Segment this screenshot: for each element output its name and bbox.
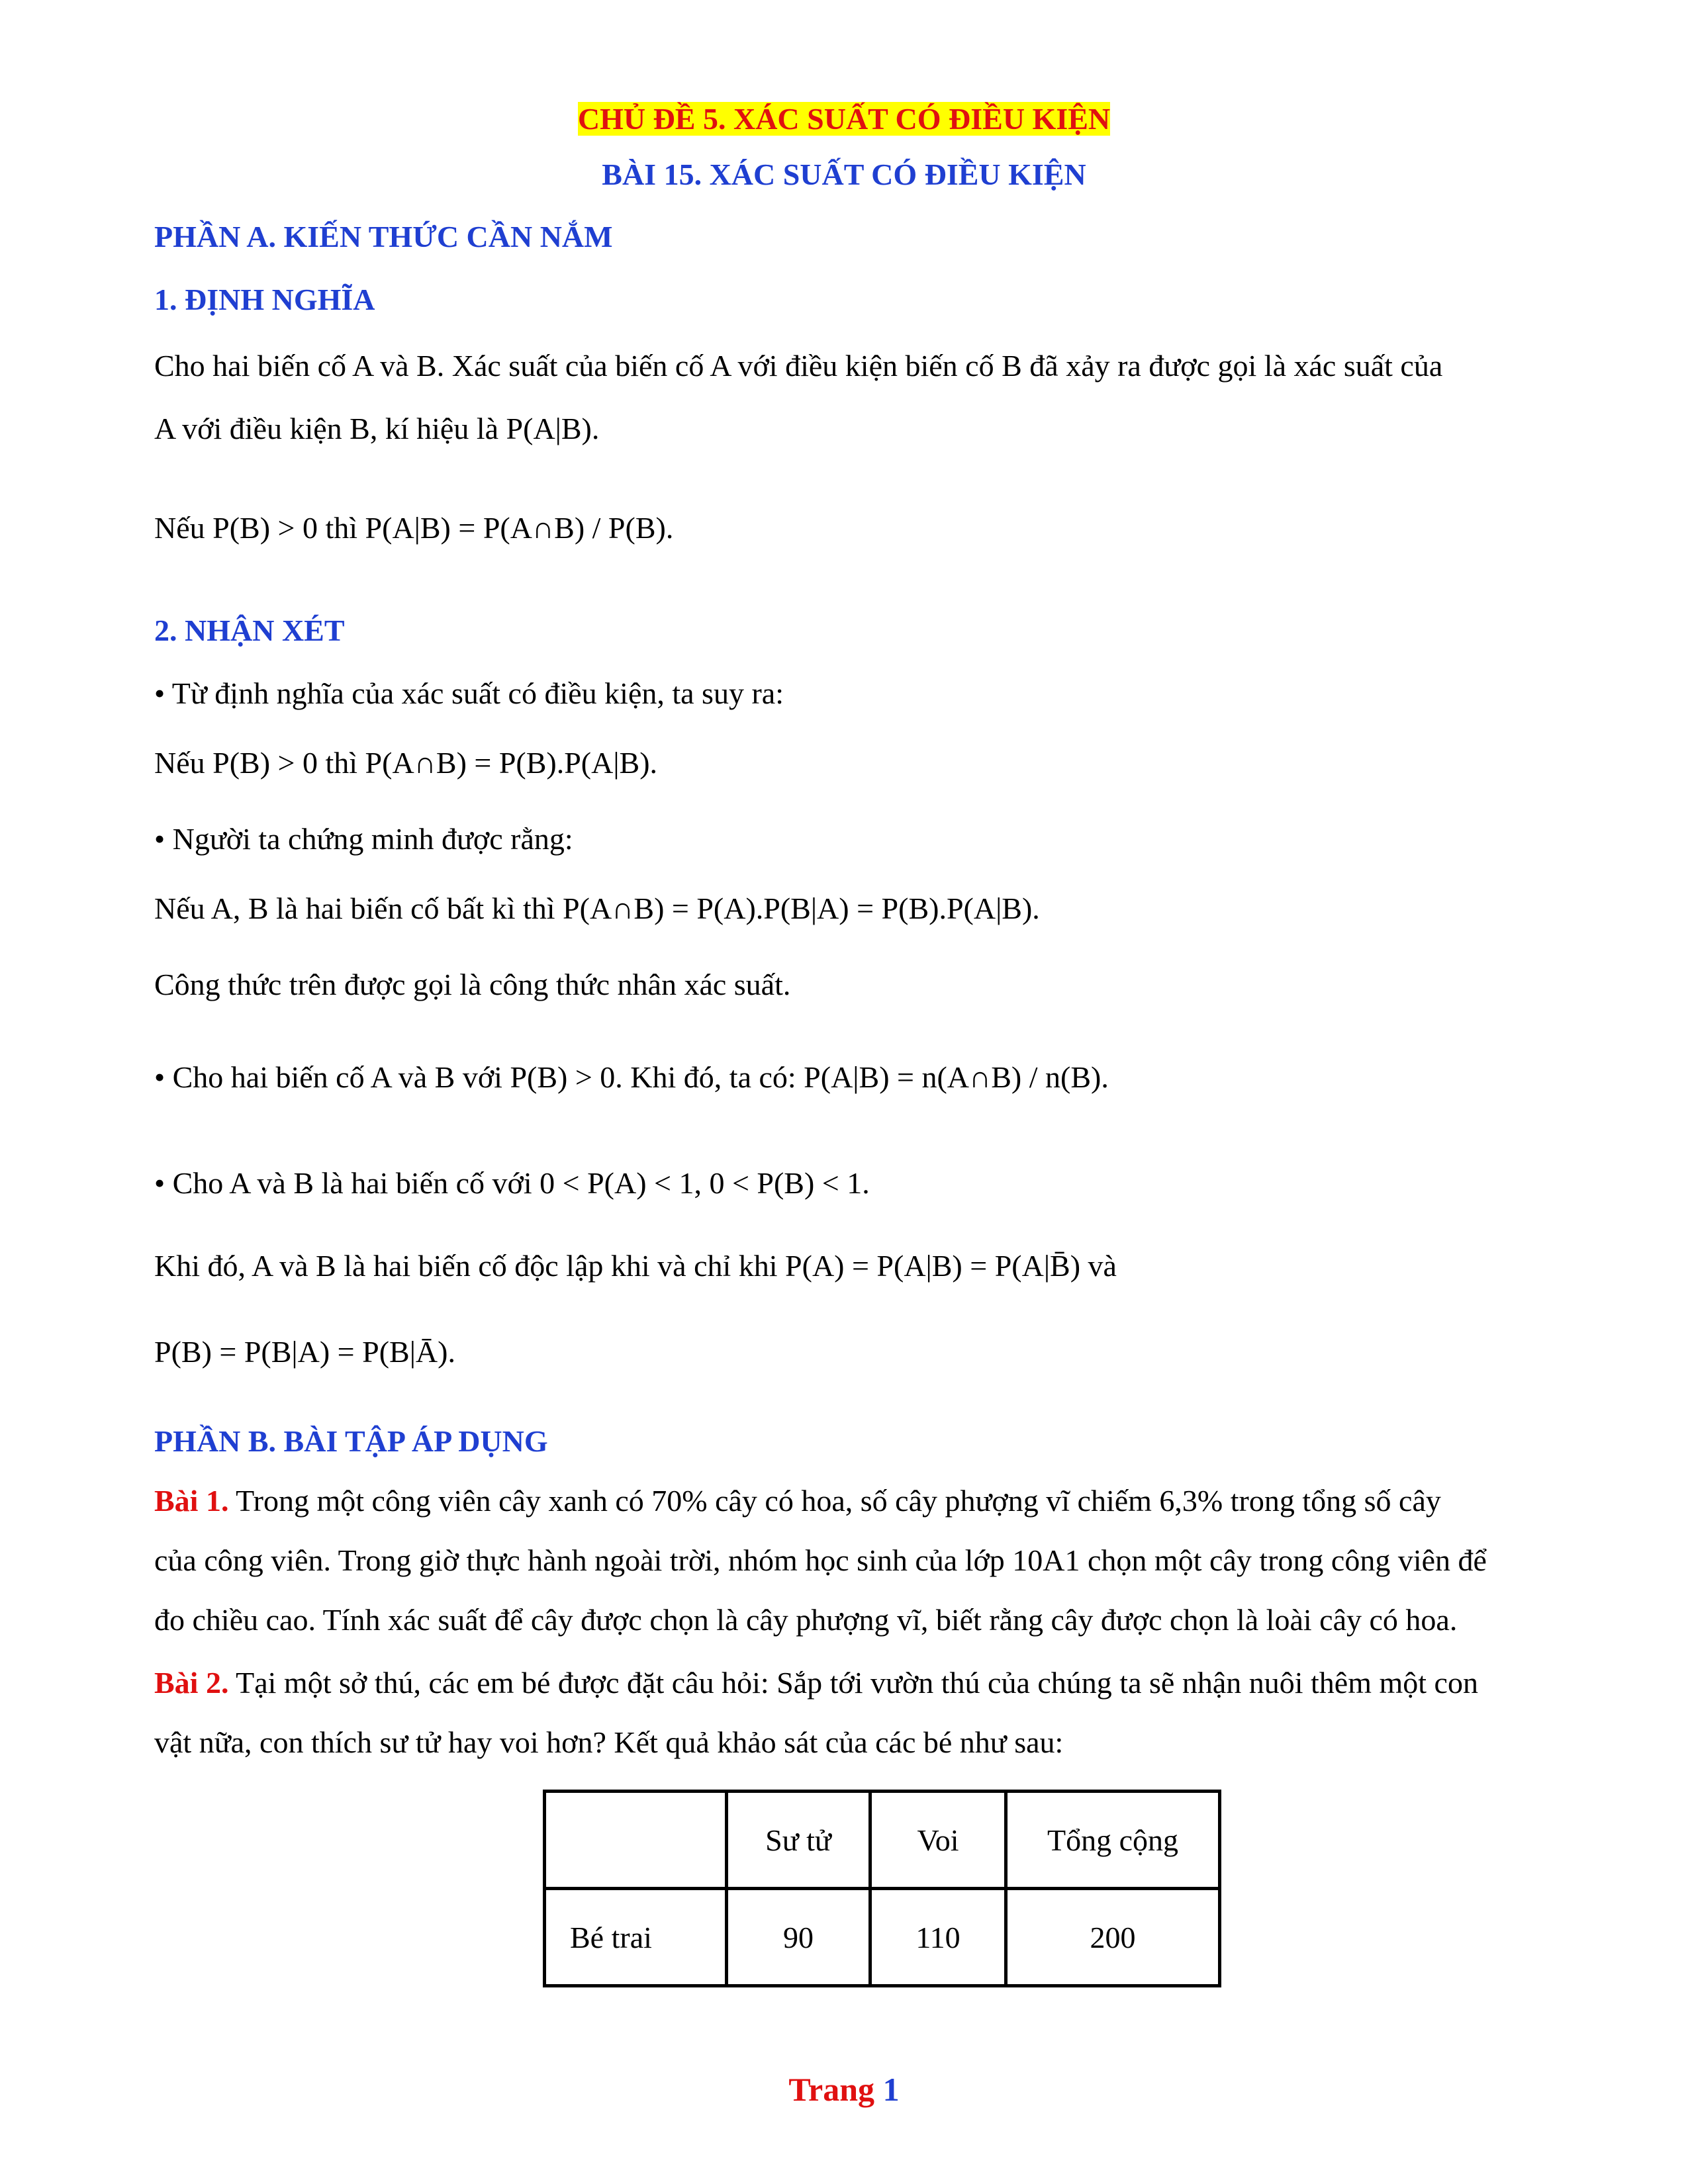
exercise-2-text: Tại một sở thú, các em bé được đặt câu hỏi: Sắp tới vườn thú của chúng ta sẽ nhận nuôi thêm một con <box>236 1666 1478 1700</box>
table-cell: 200 <box>1006 1889 1220 1986</box>
topic-title: CHỦ ĐỀ 5. XÁC SUẤT CÓ ĐIỀU KIỆN <box>577 102 1111 136</box>
definition-line-2: A với điều kiện B, kí hiệu là P(A|B). <box>154 412 600 445</box>
page-number: 1 <box>882 2071 900 2108</box>
exercise-2-line-1 <box>154 1664 1478 1702</box>
table-header-cell: Tổng cộng <box>1006 1792 1220 1889</box>
table-row <box>545 1889 1220 1986</box>
remark-4: • Cho A và B là hai biến cố với 0 < P(A) < 1, 0 < P(B) < 1. <box>154 1166 870 1200</box>
remark-1: • Từ định nghĩa của xác suất có điều kiện, ta suy ra: <box>154 676 784 710</box>
definition-line-1: Cho hai biến cố A và B. Xác suất của biến cố A với điều kiện biến cố B đã xảy ra được gọi là xác suất của <box>154 349 1443 383</box>
multiplication-note: Công thức trên được gọi là công thức nhân xác suất. <box>154 968 791 1001</box>
table-header-cell: Voi <box>870 1792 1006 1889</box>
lesson-title: BÀI 15. XÁC SUẤT CÓ ĐIỀU KIỆN <box>602 158 1086 191</box>
survey-table <box>543 1790 1221 1987</box>
independence-line-2: P(B) = P(B|A) = P(B|Ā). <box>154 1335 455 1369</box>
part-b-title: PHẦN B. BÀI TẬP ÁP DỤNG <box>154 1424 548 1458</box>
part-a-title: PHẦN A. KIẾN THỨC CẦN NẮM <box>154 220 613 253</box>
exercise-1-text: Trong một công viên cây xanh có 70% cây có hoa, số cây phượng vĩ chiếm 6,3% trong tổng số cây <box>236 1484 1441 1518</box>
exercise-1-line-2: của công viên. Trong giờ thực hành ngoài trời, nhóm học sinh của lớp 10A1 chọn một cây trong công viên để <box>154 1543 1487 1577</box>
exercise-2-line-2: vật nữa, con thích sư tử hay voi hơn? Kết quả khảo sát của các bé như sau: <box>154 1725 1064 1759</box>
independence-line-1: Khi đó, A và B là hai biến cố độc lập khi và chỉ khi P(A) = P(A|B) = P(A|B̄) và <box>154 1249 1117 1283</box>
page-label: Trang <box>788 2071 875 2108</box>
page-footer <box>0 2070 1688 2109</box>
table-header-cell <box>545 1792 727 1889</box>
table-cell: 110 <box>870 1889 1006 1986</box>
table-cell: 90 <box>727 1889 870 1986</box>
section-1-title: 1. ĐỊNH NGHĨA <box>154 283 375 316</box>
table-header-row <box>545 1792 1220 1889</box>
remark-3: • Cho hai biến cố A và B với P(B) > 0. Khi đó, ta có: P(A|B) = n(A∩B) / n(B). <box>154 1060 1109 1094</box>
section-2-title: 2. NHẬN XÉT <box>154 614 345 647</box>
exercise-1-label: Bài 1. <box>154 1484 229 1518</box>
table-cell: Bé trai <box>545 1889 727 1986</box>
table-header-cell: Sư tử <box>727 1792 870 1889</box>
remark-2: • Người ta chứng minh được rằng: <box>154 822 573 856</box>
exercise-1-line-1 <box>154 1482 1441 1520</box>
remark-1-formula: Nếu P(B) > 0 thì P(A∩B) = P(B).P(A|B). <box>154 746 658 780</box>
definition-formula: Nếu P(B) > 0 thì P(A|B) = P(A∩B) / P(B). <box>154 511 674 545</box>
multiplication-formula: Nếu A, B là hai biến cố bất kì thì P(A∩B) = P(A).P(B|A) = P(B).P(A|B). <box>154 891 1040 925</box>
exercise-1-line-3: đo chiều cao. Tính xác suất để cây được chọn là cây phượng vĩ, biết rằng cây được chọn là loài cây có hoa. <box>154 1603 1458 1637</box>
exercise-2-label: Bài 2. <box>154 1666 229 1700</box>
